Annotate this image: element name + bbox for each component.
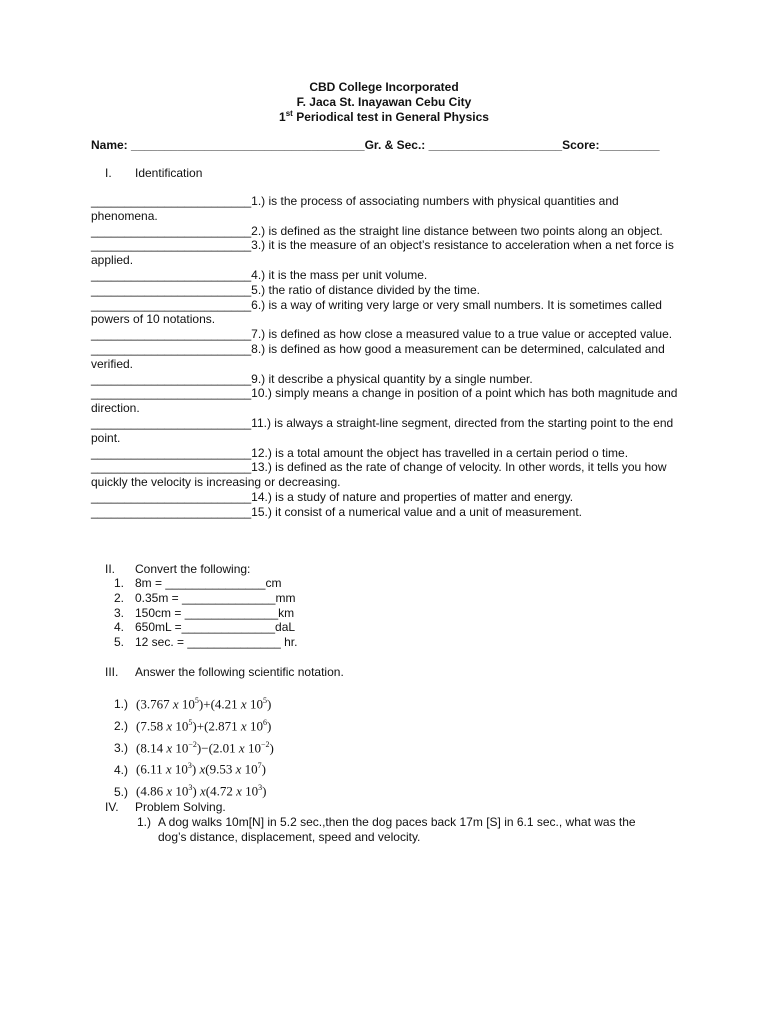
sci-item: 2.) (7.58 x $10^5)+(2.871$ x $10^6$) bbox=[114, 717, 272, 734]
section-problem-solving-heading: IV. Problem Solving. bbox=[105, 800, 226, 814]
identification-item: ________________________12.) is a total amount the object has travelled in a certain period o time. bbox=[91, 445, 629, 460]
identification-item: ________________________11.) is always a straight-line segment, directed from the starting point to the end point. bbox=[91, 415, 674, 445]
conversion-item: 4. 650mL =______________daL bbox=[114, 620, 296, 635]
problem-item: 1.) A dog walks 10m[N] in 5.2 sec.,then the dog paces back 17m [S] in 6.1 sec., what was the dog’s distance, displacement, speed and velocity. bbox=[137, 815, 636, 844]
student-info-line: Name: ___________________________________Gr. & Sec.: ____________________Score:_________ bbox=[91, 138, 660, 152]
identification-item: ________________________7.) is defined as how close a measured value to a true value or accepted value. bbox=[91, 327, 673, 342]
identification-item: ________________________15.) it consist of a numerical value and a unit of measurement. bbox=[91, 504, 583, 519]
scientific-notation-list bbox=[114, 692, 274, 801]
school-name: CBD College Incorporated bbox=[309, 80, 459, 94]
identification-item: ________________________14.) is a study of nature and properties of matter and energy. bbox=[91, 489, 574, 504]
section-scientific-notation-heading: III. Answer the following scientific notation. bbox=[105, 665, 344, 679]
section-identification-heading: I. Identification bbox=[105, 166, 203, 180]
section-convert-heading: II. Convert the following: bbox=[105, 562, 251, 576]
sci-item: 1.) (3.767 x $10^5)+(4.21$ x $10^5$) bbox=[114, 696, 272, 712]
conversion-item: 2. 0.35m = ______________mm bbox=[114, 590, 296, 605]
exam-header bbox=[0, 80, 768, 125]
conversion-list bbox=[114, 576, 297, 650]
conversion-item: 3. 150cm = ______________km bbox=[114, 605, 295, 620]
sci-item: 4.) (6.11 x $10^3$) x(9.53 x $10^7$) bbox=[114, 761, 266, 777]
exam-title: 1st Periodical test in General Physics bbox=[279, 109, 489, 124]
identification-item: ________________________5.) the ratio of distance divided by the time. bbox=[91, 282, 480, 297]
identification-item: ________________________8.) is defined as how good a measurement can be determined, calculated and verified. bbox=[91, 341, 665, 371]
sci-item: 3.) (8.14 x $10^{-2})-(2.01$ x $10^{-2}$) bbox=[114, 739, 274, 755]
identification-item: ________________________1.) is the process of associating numbers with physical quantities and phenomena. bbox=[91, 194, 619, 223]
school-address: F. Jaca St. Inayawan Cebu City bbox=[296, 95, 472, 109]
identification-item: ________________________3.) it is the measure of an object’s resistance to acceleration when a net force is applied. bbox=[91, 238, 674, 268]
identification-item: ________________________4.) it is the mass per unit volume. bbox=[91, 267, 428, 282]
conversion-item: 5. 12 sec. = ______________ hr. bbox=[114, 635, 298, 650]
identification-item: ________________________13.) is defined as the rate of change of velocity. In other words, it tells you how quickly the velocity is increasing or decreasing. bbox=[91, 460, 667, 490]
identification-item: ________________________2.) is defined as the straight line distance between two points along an object. bbox=[91, 223, 663, 238]
identification-item: ________________________10.) simply means a change in position of a point which has both magnitude and direction. bbox=[91, 386, 678, 416]
identification-item: ________________________6.) is a way of writing very large or very small numbers. It is sometimes called powers of 10 notations. bbox=[91, 297, 662, 327]
conversion-item: 1. 8m = _______________cm bbox=[114, 576, 282, 590]
identification-list bbox=[91, 194, 681, 520]
identification-item: ________________________9.) it describe a physical quantity by a single number. bbox=[91, 371, 533, 386]
sci-item: 5.) (4.86 x $10^3$) x(4.72 x $10^3$) bbox=[114, 783, 267, 799]
